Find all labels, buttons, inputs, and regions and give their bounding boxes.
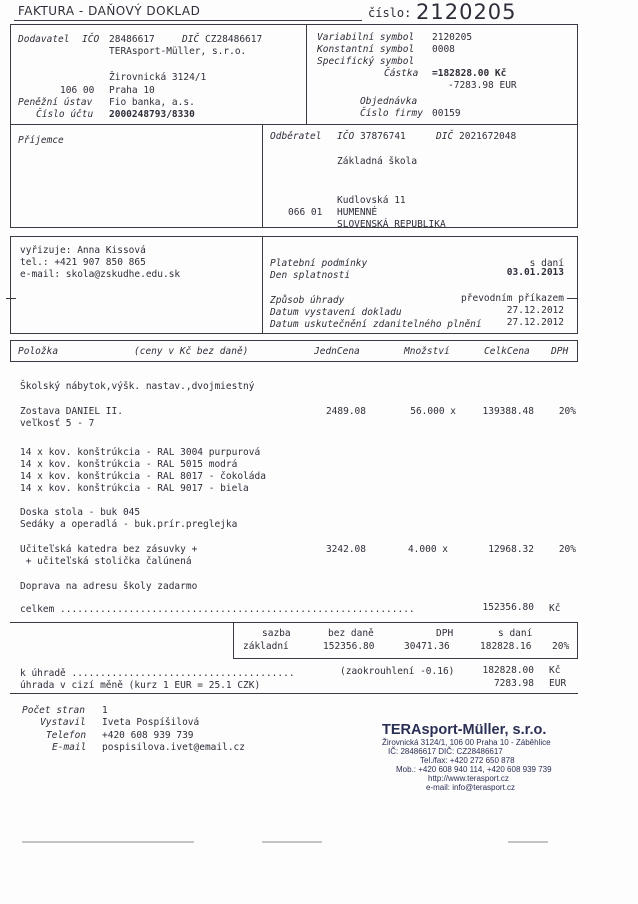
stamp-address: Žirovnická 3124/1, 106 00 Praha 10 - Záběhlice — [382, 738, 551, 747]
foreign-value: 7283.98 — [493, 678, 534, 689]
title-underline — [14, 20, 362, 21]
account-number: 2000248793/8330 — [109, 109, 195, 120]
to-pay-currency: Kč — [549, 665, 561, 676]
supplier-name: TERAsport-Müller, s.r.o. — [109, 46, 247, 57]
stamp-email: e-mail: info@terasport.cz — [426, 783, 516, 792]
customer-country: SLOVENSKÁ REPUBLIKA — [337, 219, 446, 230]
margin-tick-right — [567, 298, 577, 299]
method-value: převodním příkazem — [461, 293, 564, 304]
phone-value: +420 608 939 739 — [102, 730, 194, 741]
phone-label: Telefon — [46, 730, 87, 741]
bank-name: Fio banka, a.s. — [109, 97, 195, 108]
method-label: Způsob úhrady — [270, 295, 345, 306]
item2-detail: + učiteľská stolička čalúnená — [20, 556, 192, 567]
pages-label: Počet stran — [22, 705, 85, 716]
margin-tick-left — [6, 298, 16, 299]
vs-label: Variabilní symbol — [317, 32, 415, 43]
supplier-dic: CZ28486617 — [205, 34, 263, 45]
stamp-web: http://www.terasport.cz — [428, 774, 509, 783]
col-vat: DPH — [551, 346, 569, 357]
subtotal-label: celkem .............................................................. — [20, 604, 415, 615]
supplier-dic-label: DIČ — [182, 34, 200, 45]
header-frame — [10, 24, 578, 228]
customer-ico-label: IČO — [337, 131, 355, 142]
item2-name: Učiteľská katedra bez zásuvky + — [20, 544, 198, 555]
vat-box-bottom — [233, 658, 578, 659]
divider-h1 — [10, 124, 578, 125]
handler: vyřizuje: Anna Kissová — [20, 245, 146, 256]
item1-vat: 20% — [558, 406, 576, 417]
item1-total: 139388.48 — [482, 406, 534, 417]
customer-zip: 066 01 — [288, 207, 323, 218]
divider-recipient — [262, 124, 263, 228]
email-label: E-mail — [52, 742, 87, 753]
issued-label: Vystavil — [40, 717, 86, 728]
item1-detail-3: 14 x kov. konštrúkcia - RAL 8017 - čokoláda — [20, 471, 266, 482]
gross-value: 182828.16 — [480, 641, 532, 652]
supplier-zip: 106 00 — [60, 85, 95, 96]
net-value: 152356.80 — [323, 641, 375, 652]
bank-label: Peněžní ústav — [18, 97, 93, 108]
foreign-currency: EUR — [549, 678, 567, 689]
firm-number: 00159 — [432, 108, 461, 119]
item2-quantity: 4.000 x — [407, 544, 448, 555]
invoice-number-label: číslo: — [368, 6, 412, 20]
handler-phone: tel.: +421 907 850 865 — [20, 257, 146, 268]
vat-box-left — [233, 622, 234, 658]
net-label: bez daně — [328, 628, 374, 639]
item1-detail-2: 14 x kov. konštrúkcia - RAL 5015 modrá — [20, 459, 238, 470]
amount-label: Částka — [384, 68, 419, 79]
document-title: FAKTURA - DAŇOVÝ DOKLAD — [18, 4, 201, 18]
gross-label: s daní — [498, 628, 533, 639]
footer-smudge-mid — [262, 841, 322, 843]
rounding: (zaokrouhlení -0.16) — [340, 666, 455, 677]
item2-total: 12968.32 — [488, 544, 534, 555]
divider-terms — [262, 236, 263, 334]
delivery-note: Doprava na adresu školy zadarmo — [20, 581, 198, 592]
col-unit-price: JednCena — [314, 346, 360, 357]
col-quantity: Množství — [404, 346, 450, 357]
vat-label: DPH — [436, 628, 454, 639]
item1-detail-4: 14 x kov. konštrúkcia - RAL 9017 - biela — [20, 483, 249, 494]
customer-name: Základná škola — [337, 156, 418, 167]
issue-date: 27.12.2012 — [506, 305, 564, 316]
firm-label: Číslo firmy — [360, 108, 423, 119]
item1-name: Zostava DANIEL II. — [20, 406, 123, 417]
item1-size: veľkosť 5 - 7 — [20, 418, 95, 429]
supplier-ico-label: IČO — [82, 34, 100, 45]
ks-label: Konstantní symbol — [317, 44, 415, 55]
to-pay-label: k úhradě ....................................... — [20, 668, 295, 679]
subtotal-value: 152356.80 — [482, 602, 534, 613]
order-label: Objednávka — [360, 96, 418, 107]
recipient-label: Příjemce — [18, 135, 64, 146]
conditions-value: s daní — [529, 258, 564, 269]
supplier-label: Dodavatel — [18, 34, 70, 45]
issued-by: Iveta Pospíšilová — [102, 717, 200, 728]
ss-label: Specifický symbol — [317, 56, 415, 67]
stamp-ids: IČ: 28486617 DIČ: CZ28486617 — [388, 747, 503, 756]
account-label: Číslo účtu — [36, 109, 94, 120]
col-item: Položka — [18, 346, 59, 357]
customer-street: Kudlovská 11 — [337, 195, 406, 206]
footer-smudge-right — [508, 841, 548, 843]
taxable-date: 27.12.2012 — [506, 317, 564, 328]
amount-eur: -7283.98 EUR — [448, 80, 517, 91]
item2-unit-price: 3242.08 — [325, 544, 366, 555]
email-value: pospisilova.ivet@email.cz — [102, 742, 245, 753]
item1-quantity: 56.000 x — [410, 406, 456, 417]
item1-detail-6: Sedáky a operadlá - buk.prír.preglejka — [20, 519, 238, 530]
totals-bottom-line — [10, 693, 578, 694]
due-date: 03.01.2013 — [506, 267, 564, 278]
ks-value: 0008 — [432, 44, 455, 55]
divider-supplier — [306, 24, 307, 124]
due-label: Den splatnosti — [270, 270, 351, 281]
vat-rate-basic: základní — [243, 641, 289, 652]
vat-rate-label: sazba — [262, 628, 291, 639]
customer-ico: 37876741 — [360, 131, 406, 142]
handler-email: e-mail: skola@zskudhe.edu.sk — [20, 269, 181, 280]
item1-detail-5: Doska stola - buk 045 — [20, 507, 141, 518]
stamp-tel: Tel./fax: +420 272 650 878 — [420, 756, 515, 765]
supplier-city: Praha 10 — [109, 85, 155, 96]
amount-czk: =182828.00 Kč — [432, 68, 507, 79]
item1-detail-1: 14 x kov. konštrúkcia - RAL 3004 purpurová — [20, 447, 261, 458]
item2-vat: 20% — [558, 544, 576, 555]
subtotal-currency: Kč — [549, 603, 561, 614]
stamp-company-name: TERAsport-Müller, s.r.o. — [382, 722, 547, 738]
conditions-label: Platební podmínky — [270, 258, 368, 269]
stamp-mobile: Mob.: +420 608 940 114, +420 608 939 739 — [396, 765, 552, 774]
col-total: CelkCena — [484, 346, 530, 357]
customer-city: HUMENNÉ — [337, 207, 378, 218]
footer-smudge-left — [22, 841, 194, 843]
vat-value: 30471.36 — [404, 641, 450, 652]
vat-box-top — [10, 622, 578, 623]
customer-label: Odběratel — [270, 131, 322, 142]
issue-label: Datum vystavení dokladu — [270, 307, 402, 318]
company-stamp — [382, 722, 592, 802]
gross-rate: 20% — [552, 641, 570, 652]
taxable-label: Datum uskutečnění zdanitelného plnění — [270, 319, 482, 330]
pages-value: 1 — [102, 705, 108, 716]
items-heading: Školský nábytok,výšk. nastav.,dvojmiestný — [20, 381, 255, 392]
col-note: (ceny v Kč bez daně) — [134, 346, 249, 357]
foreign-label: úhrada v cizí měně (kurz 1 EUR = 25.1 CZK) — [20, 680, 261, 691]
customer-dic-label: DIČ — [436, 131, 454, 142]
to-pay-value: 182828.00 — [482, 665, 534, 676]
invoice-number: 2120205 — [416, 0, 517, 24]
vat-box-right — [577, 622, 578, 658]
supplier-ico: 28486617 — [109, 34, 155, 45]
vs-value: 2120205 — [432, 32, 473, 43]
supplier-street: Žirovnická 3124/1 — [109, 72, 207, 83]
customer-dic: 2021672048 — [459, 131, 517, 142]
item1-unit-price: 2489.08 — [325, 406, 366, 417]
